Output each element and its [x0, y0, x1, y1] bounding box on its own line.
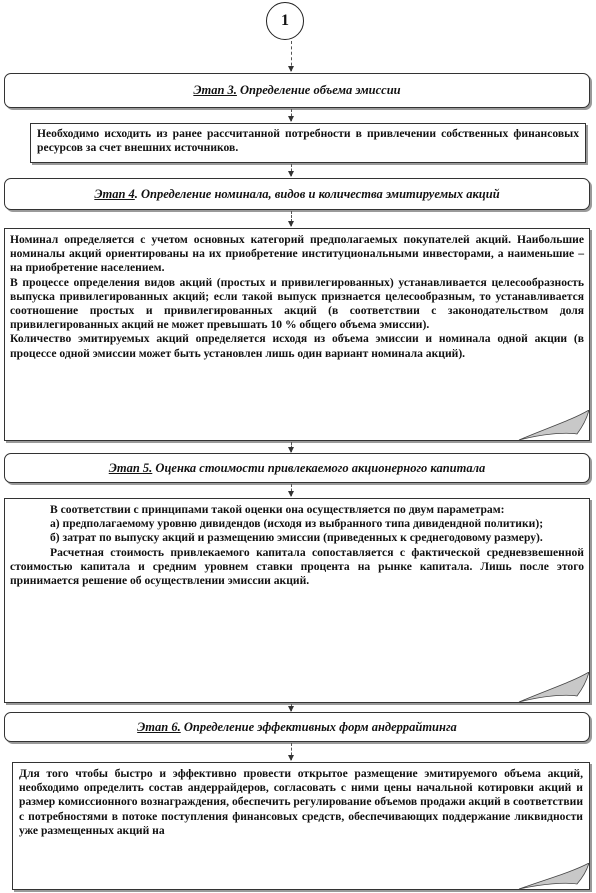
stage-5-box [4, 453, 590, 483]
stage-6-box [4, 712, 590, 742]
flow-arrow [291, 484, 292, 496]
stage-5-note-paragraph: Расчетная стоимость привлекаемого капитала сопоставляется с фактической средневзвешенной стоимостью капитала и средним уровнем ставки процента на рынке капитала. Лишь после этого принимается решение об осуществлении эмиссии акций. [10, 545, 584, 588]
step-number: 1 [281, 12, 289, 29]
page-curl-icon [517, 672, 589, 702]
stage-4-prefix: Этап 4 [94, 186, 135, 201]
stage-6-note-paragraph: Для того чтобы быстро и эффективно провести открытое размещение эмитируемого объема акций, необходимо определить состав андеррайдеров, согласовать с ними цены начальной котировки акций и размер комиссионного вознаграждения, обеспечить регулирование объемов продажи акций в соответствии с потребностями в потоке поступления финансовых средств, обеспечивающих поддержание ликвидности уже размещенных акций на [19, 767, 583, 837]
page-curl-icon [517, 410, 589, 440]
stage-5-title: Оценка стоимости привлекаемого акционерного капитала [152, 460, 486, 475]
flow-arrow [291, 743, 292, 760]
flow-arrow [291, 211, 292, 226]
stage-4-note-paragraph: В процессе определения видов акций (простых и привилегированных) устанавливается целесообразность выпуска привилегированных акций; если такой выпуск признается целесообразным, то устанавливается соотношение простых и привилегированных акций (в соответствии с законодательством доля привилегированных акций не может превышать 10 % общего объема эмиссии). [10, 275, 584, 332]
stage-3-note-text: Необходимо исходить из ранее рассчитанной потребности в привлечении собственных финансовых ресурсов за счет внешних источников. [37, 127, 579, 155]
page-curl-icon [517, 863, 589, 889]
stage-3-title: Определение объема эмиссии [236, 83, 401, 97]
stage-4-note [4, 228, 590, 441]
stage-6-prefix: Этап 6. [137, 719, 181, 734]
stage-3-prefix: Этап 3. [193, 83, 237, 97]
stage-3-note [30, 123, 586, 163]
flow-arrow [291, 704, 292, 711]
stage-4-title: . Определение номинала, видов и количества эмитируемых акций [134, 186, 500, 201]
flow-arrow [291, 109, 292, 121]
stage-4-note-paragraph: Номинал определяется с учетом основных категорий предполагаемых покупателей акций. Наибольшие номиналы акций ориентированы на их приобретение институциональными инвесторами, а наименьшие – на приобретение населением. [10, 233, 584, 275]
stage-4-note-paragraph: Количество эмитируемых акций определяется исходя из объема эмиссии и номинала одной акции (в процессе одной эмиссии может быть установлен лишь один вариант номинала акций). [10, 332, 584, 360]
flow-arrow [291, 164, 292, 176]
stage-5-note-paragraph: В соответствии с принципами такой оценки она осуществляется по двум параметрам: [50, 503, 505, 516]
stage-5-note-paragraph: а) предполагаемому уровню дивидендов (исходя из выбранного типа дивидендной политики); [50, 517, 544, 531]
stage-5-note [4, 498, 590, 703]
stage-6-title: Определение эффективных форм андеррайтинга [180, 719, 457, 734]
stage-3-box [4, 73, 590, 108]
stage-5-note-paragraph: б) затрат по выпуску акций и размещению эмиссии (приведенных к среднегодовому размеру). [50, 531, 543, 545]
stage-5-prefix: Этап 5. [108, 460, 153, 475]
flow-arrow [291, 41, 292, 71]
flow-arrow [291, 442, 292, 452]
step-number-circle [266, 2, 304, 40]
stage-4-box [4, 178, 590, 210]
stage-6-note [12, 762, 590, 890]
